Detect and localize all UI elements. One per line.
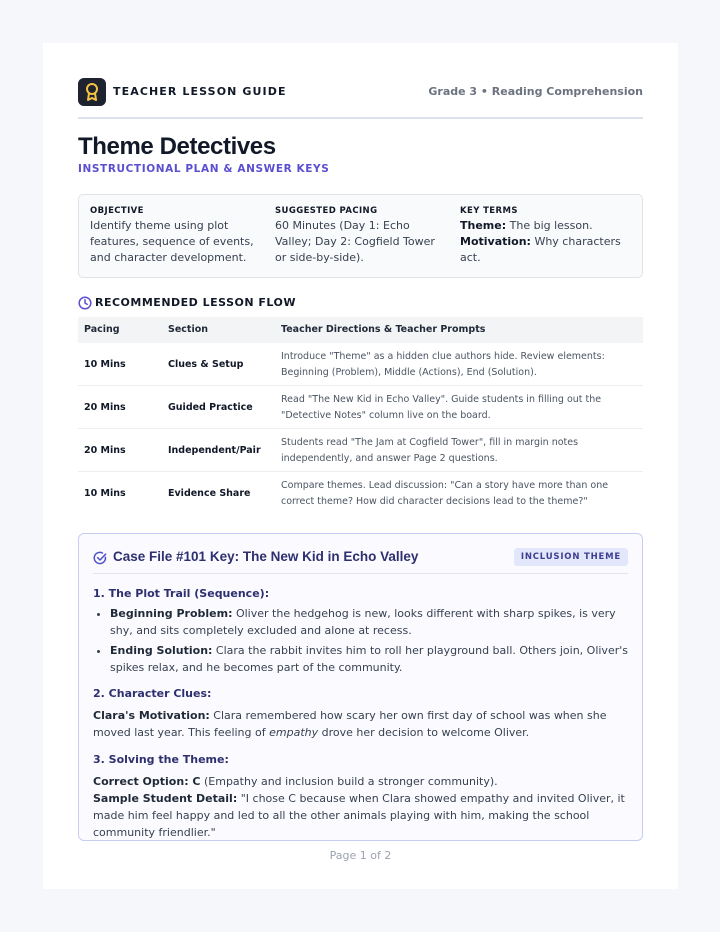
- theme-badge: INCLUSION THEME: [514, 548, 628, 566]
- key-terms-label: KEY TERMS: [460, 206, 518, 216]
- objective-text: Identify theme using plot features, sequence of events, and character development.: [90, 219, 254, 264]
- row-section: Evidence Share: [168, 488, 251, 499]
- column-header-directions: Teacher Directions & Teacher Prompts: [281, 324, 486, 335]
- plot-trail-list: [110, 605, 628, 676]
- key-terms-block: [460, 206, 636, 266]
- header-divider: [78, 117, 643, 119]
- logo-badge: [78, 78, 106, 106]
- header-bar: [78, 78, 643, 118]
- objective-block: [90, 206, 264, 266]
- lesson-page: [43, 43, 678, 889]
- row-pacing: 20 Mins: [84, 445, 126, 456]
- case-file-key: [78, 533, 643, 841]
- term-theme: Theme: The big lesson.: [460, 219, 593, 232]
- case-file-header: [93, 548, 628, 574]
- table-row: [78, 472, 643, 515]
- row-directions: Read "The New Kid in Echo Valley". Guide students in filling out the "Detective Notes" column live on the board.: [281, 394, 602, 421]
- plot-trail-heading: 1. The Plot Trail (Sequence):: [93, 587, 270, 600]
- row-directions: Compare themes. Lead discussion: "Can a story have more than one correct theme? How did character decisions lead to the theme?": [281, 480, 609, 507]
- table-header: [78, 317, 643, 343]
- clock-icon: [78, 296, 92, 310]
- character-clues-heading: 2. Character Clues:: [93, 687, 212, 700]
- key-terms-text: [460, 218, 636, 266]
- row-directions: Students read "The Jam at Cogfield Tower", fill in margin notes independently, and answer Page 2 questions.: [281, 437, 579, 464]
- term-motivation: Motivation: Why characters act.: [460, 235, 621, 264]
- row-section: Clues & Setup: [168, 359, 244, 370]
- pacing-label: SUGGESTED PACING: [275, 206, 378, 216]
- page-subtitle: INSTRUCTIONAL PLAN & ANSWER KEYS: [78, 163, 330, 175]
- list-item: • Beginning Problem: Oliver the hedgehog is new, looks different with sharp spikes, is very shy, and sits completely excluded and alone at recess.: [110, 605, 628, 639]
- row-section: Guided Practice: [168, 402, 253, 413]
- objective-label: OBJECTIVE: [90, 206, 144, 216]
- grade-label: Grade 3 • Reading Comprehension: [428, 85, 643, 98]
- case-file-body: [93, 586, 628, 841]
- correct-option: Correct Option: C (Empathy and inclusion build a stronger community).: [93, 775, 498, 788]
- lesson-flow-title: RECOMMENDED LESSON FLOW: [95, 296, 297, 309]
- list-item: • Ending Solution: Clara the rabbit invites him to roll her playground ball. Others join, Oliver's spikes relax, and he becomes part of the community.: [110, 642, 628, 676]
- guide-title: TEACHER LESSON GUIDE: [113, 85, 287, 98]
- solving-theme-heading: 3. Solving the Theme:: [93, 753, 229, 766]
- page-title: Theme Detectives: [78, 133, 276, 160]
- pacing-text: 60 Minutes (Day 1: Echo Valley; Day 2: Cogfield Tower or side-by-side).: [275, 219, 435, 264]
- row-pacing: 10 Mins: [84, 359, 126, 370]
- row-pacing: 20 Mins: [84, 402, 126, 413]
- row-directions: Introduce "Theme" as a hidden clue authors hide. Review elements: Beginning (Problem), Middle (Actions), End (Solution).: [281, 351, 605, 378]
- column-header-section: Section: [168, 324, 209, 335]
- award-medal-icon: [84, 82, 100, 102]
- table-row: [78, 386, 643, 429]
- motivation-paragraph: Clara's Motivation: Clara remembered how scary her own first day of school was when she moved last year. This feeling of empathy drove her decision to welcome Oliver.: [93, 709, 607, 739]
- lesson-flow-table: [78, 317, 643, 515]
- table-row: [78, 343, 643, 386]
- table-row: [78, 429, 643, 472]
- pacing-block: [275, 206, 447, 266]
- info-box: [78, 194, 643, 278]
- page-number: Page 1 of 2: [329, 849, 392, 862]
- case-file-title: Case File #101 Key: The New Kid in Echo Valley: [113, 549, 419, 564]
- row-section: Independent/Pair: [168, 445, 261, 456]
- column-header-pacing: Pacing: [84, 324, 120, 335]
- sample-student-detail: Sample Student Detail: "I chose C because when Clara showed empathy and invited Oliver, it made him feel happy and led to all the other animals playing with him, making the school community friendlier.": [93, 792, 625, 839]
- check-circle-icon: [93, 551, 107, 565]
- row-pacing: 10 Mins: [84, 488, 126, 499]
